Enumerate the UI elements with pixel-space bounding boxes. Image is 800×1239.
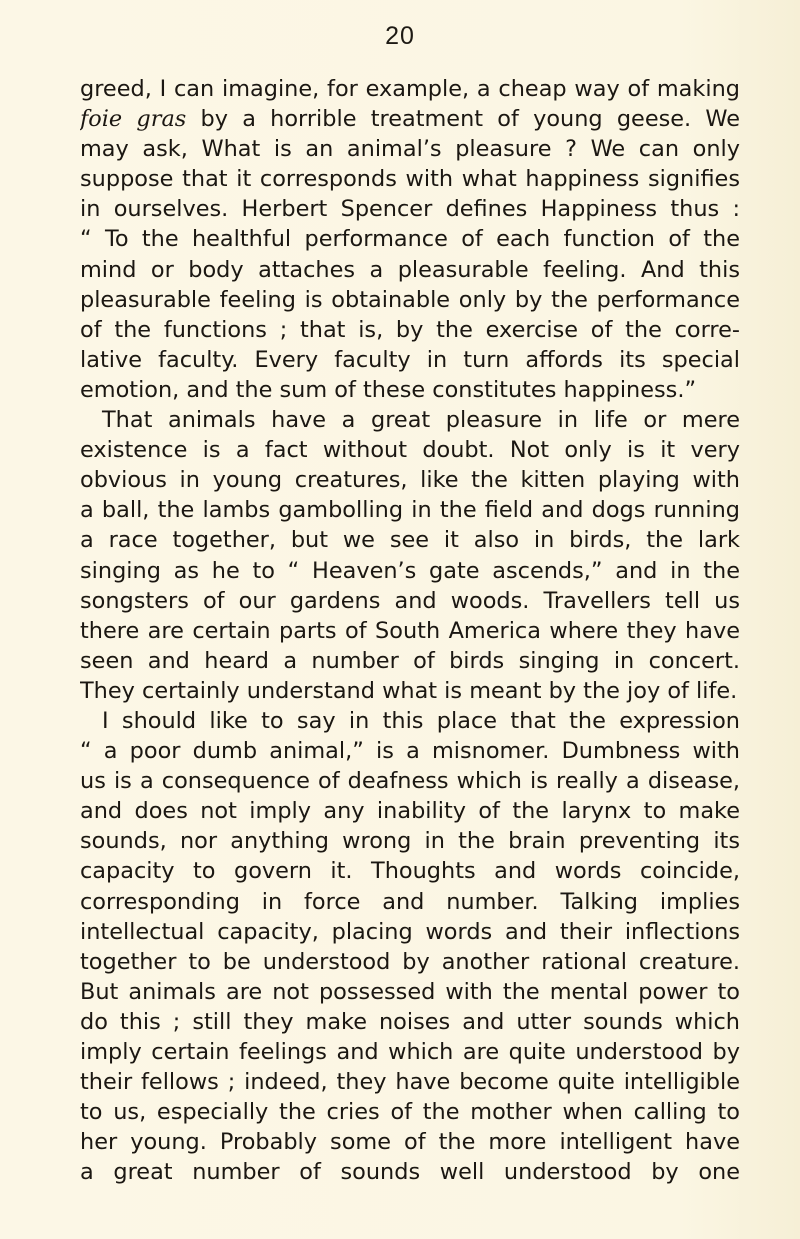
text-line: to us, especially the cries of the mother when calling to [80, 1099, 740, 1126]
page-number: 20 [385, 22, 415, 50]
text-line: their fellows ; indeed, they have become quite intelligible [80, 1069, 740, 1096]
text-line [80, 104, 740, 134]
text-line: mind or body attaches a pleasurable feeling. And this [80, 256, 740, 283]
text-line: do this ; still they make noises and utter sounds which [80, 1008, 740, 1035]
text-line: may ask, What is an animal’s pleasure ? We can only [80, 136, 740, 163]
text-line: a great number of sounds well understood by one [80, 1159, 740, 1186]
text-line: I should like to say in this place that the expression [102, 707, 740, 734]
text-line-rest: by a horrible treatment of young geese. We [200, 106, 740, 133]
text-line: existence is a fact without doubt. Not only is it very [80, 437, 740, 464]
text-line: a race together, but we see it also in birds, the lark [80, 527, 740, 554]
text-line: imply certain feelings and which are quite understood by [80, 1039, 740, 1065]
text-line: a ball, the lambs gambolling in the field and dogs running [80, 497, 740, 524]
text-line: of the functions ; that is, by the exercise of the corre- [80, 316, 740, 343]
text-line: and does not imply any inability of the larynx to make [80, 798, 740, 825]
text-line: sounds, nor anything wrong in the brain preventing its [80, 828, 740, 855]
text-line: seen and heard a number of birds singing in concert. [80, 647, 740, 674]
italic-phrase: foie gras [80, 106, 187, 133]
text-line: greed, I can imagine, for example, a cheap way of making [80, 76, 740, 102]
text-line: there are certain parts of South America where they have [80, 617, 740, 644]
text-line: emotion, and the sum of these constitutes happiness.” [80, 376, 697, 403]
text-line: But animals are not possessed with the mental power to [80, 978, 740, 1005]
text-line: “ a poor dumb animal,” is a misnomer. Dumbness with [80, 738, 740, 765]
text-line: songsters of our gardens and woods. Travellers tell us [80, 587, 740, 614]
text-line: her young. Probably some of the more intelligent have [80, 1129, 740, 1156]
body-text [80, 74, 740, 1187]
text-line: intellectual capacity, placing words and their inflections [80, 918, 740, 945]
text-line: pleasurable feeling is obtainable only by the performance [80, 286, 740, 313]
text-line: in ourselves. Herbert Spencer defines Happiness thus : [80, 196, 740, 223]
text-line: obvious in young creatures, like the kitten playing with [80, 467, 740, 494]
text-line: us is a consequence of deafness which is really a disease, [80, 768, 740, 795]
text-line: singing as he to “ Heaven’s gate ascends,” and in the [80, 557, 740, 584]
text-line: “ To the healthful performance of each function of the [80, 226, 740, 253]
text-line: That animals have a great pleasure in life or mere [102, 407, 740, 434]
text-line: corresponding in force and number. Talking implies [80, 888, 740, 915]
text-line: lative faculty. Every faculty in turn affords its special [80, 346, 740, 373]
text-line: suppose that it corresponds with what happiness signifies [80, 166, 740, 193]
text-line: together to be understood by another rational creature. [80, 948, 740, 975]
text-line: They certainly understand what is meant by the joy of life. [80, 677, 738, 704]
text-line: capacity to govern it. Thoughts and words coincide, [80, 858, 740, 885]
